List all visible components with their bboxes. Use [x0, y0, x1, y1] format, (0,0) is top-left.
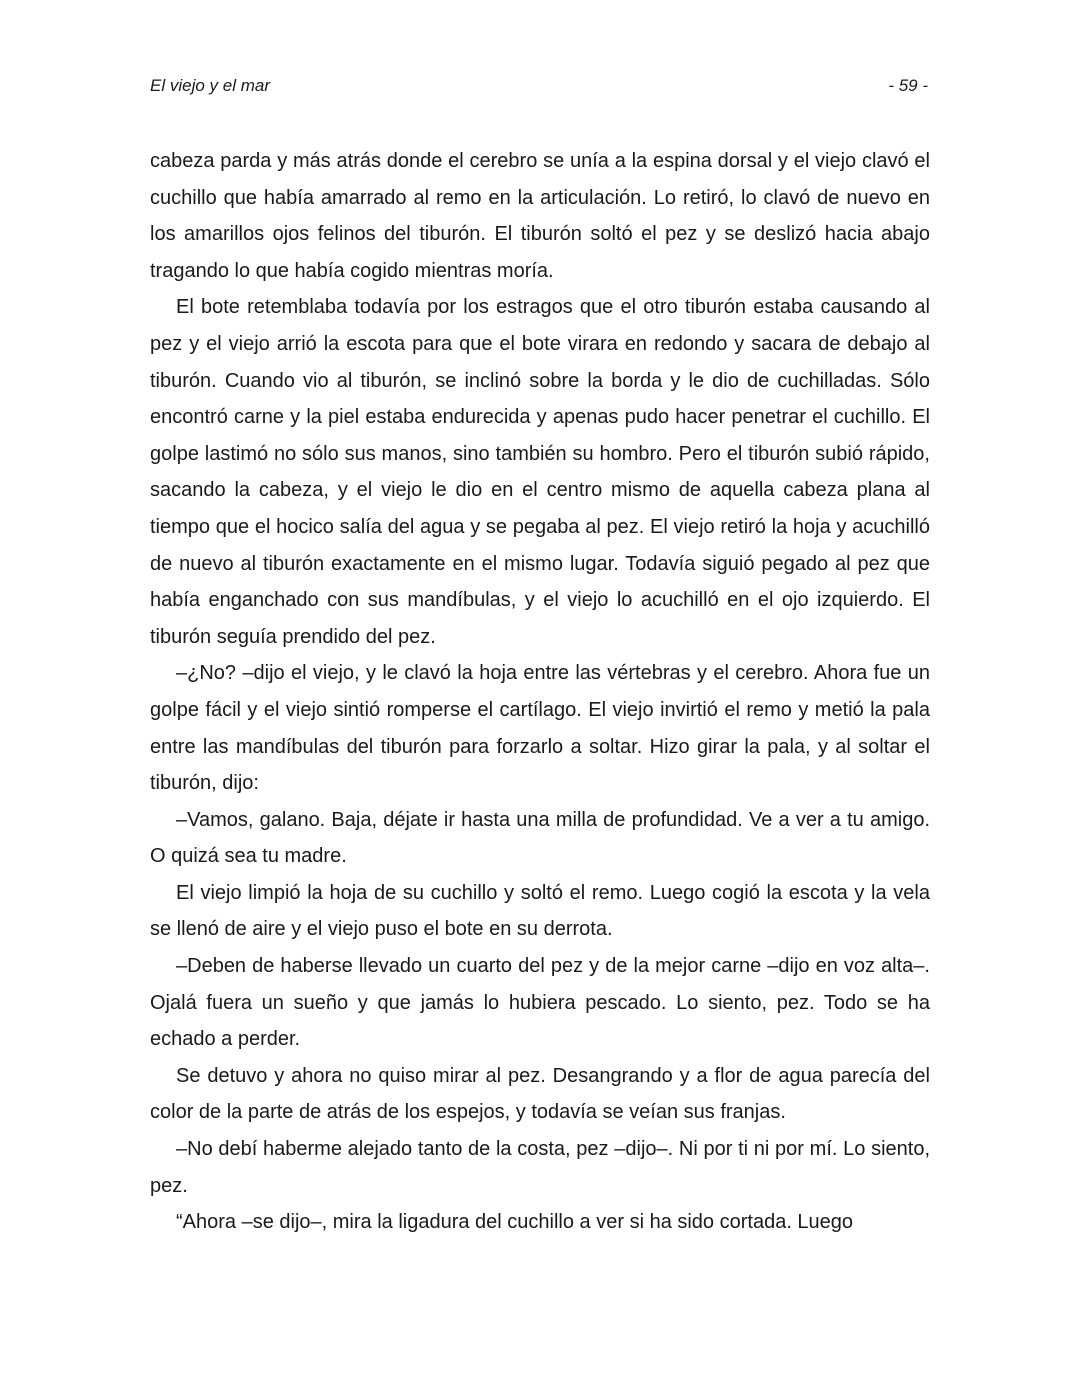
page-number: - 59 - — [888, 76, 928, 95]
paragraph: –Deben de haberse llevado un cuarto del pez y de la mejor carne –dijo en voz alta–. Ojalá fuera un sueño y que jamás lo hubiera pescado. Lo siento, pez. Todo se ha echado a perder. — [150, 955, 930, 1051]
running-header — [150, 74, 930, 98]
paragraph: –Vamos, galano. Baja, déjate ir hasta una milla de profundidad. Ve a ver a tu amigo. O quizá sea tu madre. — [150, 808, 930, 868]
paragraph: –¿No? –dijo el viejo, y le clavó la hoja entre las vértebras y el cerebro. Ahora fue un golpe fácil y el viejo sintió romperse el cartílago. El viejo invirtió el remo y metió la pala entre las mandíbulas del tiburón para forzarlo a soltar. Hizo girar la pala, y al soltar el tiburón, dijo: — [150, 662, 930, 795]
paragraph: El viejo limpió la hoja de su cuchillo y soltó el remo. Luego cogió la escota y la vela se llenó de aire y el viejo puso el bote en su derrota. — [150, 881, 930, 941]
paragraph: –No debí haberme alejado tanto de la costa, pez –dijo–. Ni por ti ni por mí. Lo siento, pez. — [150, 1138, 930, 1197]
paragraph: El bote retemblaba todavía por los estragos que el otro tiburón estaba causando al pez y el viejo arrió la escota para que el bote virara en redondo y sacara de debajo al tiburón. Cuando vio al tiburón, se inclinó sobre la borda y le dio de cuchilladas. Sólo encontró carne y la piel estaba endurecida y apenas pudo hacer penetrar el cuchillo. El golpe lastimó no sólo sus manos, sino también su hombro. Pero el tiburón subió rápido, sacando la cabeza, y el viejo le dio en el centro mismo de aquella cabeza plana al tiempo que el hocico salía del agua y se pegaba al pez. El viejo retiró la hoja y acuchilló de nuevo al tiburón exactamente en el mismo lugar. Todavía siguió pegado al pez que había enganchado con sus mandíbulas, y el viejo lo acuchilló en el ojo izquierdo. El tiburón seguía prendido del pez. — [150, 296, 930, 648]
paragraph: Se detuvo y ahora no quiso mirar al pez. Desangrando y a flor de agua parecía del color de la parte de atrás de los espejos, y todavía se veían sus franjas. — [150, 1064, 930, 1124]
book-title: El viejo y el mar — [150, 76, 270, 95]
page-body — [150, 143, 930, 1241]
paragraph: cabeza parda y más atrás donde el cerebro se unía a la espina dorsal y el viejo clavó el cuchillo que había amarrado al remo en la articulación. Lo retiró, lo clavó de nuevo en los amarillos ojos felinos del tiburón. El tiburón soltó el pez y se deslizó hacia abajo tragando lo que había cogido mientras moría. — [150, 150, 930, 282]
paragraph: “Ahora –se dijo–, mira la ligadura del cuchillo a ver si ha sido cortada. Luego — [176, 1211, 854, 1234]
